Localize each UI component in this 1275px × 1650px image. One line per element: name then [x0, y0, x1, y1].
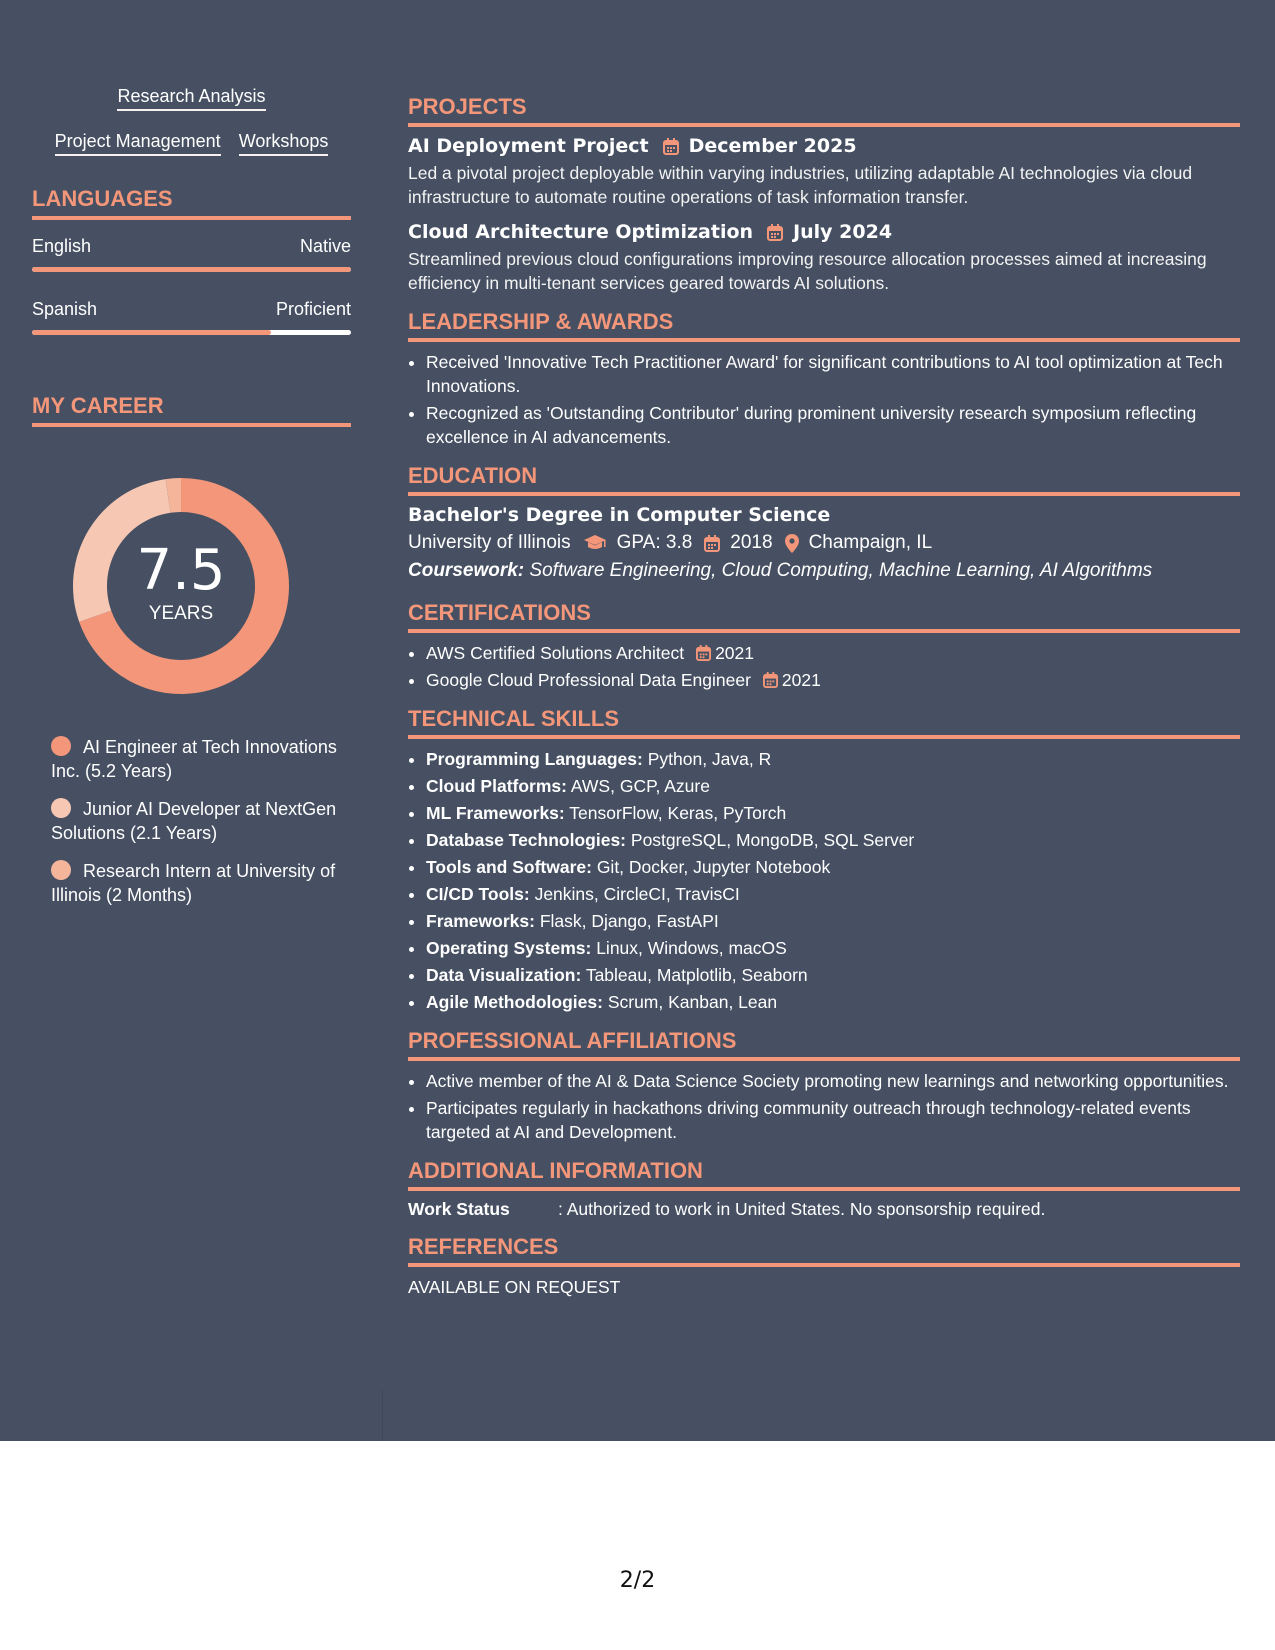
career-heading: MY CAREER — [32, 393, 351, 427]
language-bar — [32, 267, 351, 272]
language-name: English — [32, 236, 92, 256]
calendar-icon — [767, 224, 783, 241]
career-label: AI Engineer at Tech Innovations Inc. (5.2 Years) — [51, 737, 337, 781]
skill-values: PostgreSQL, MongoDB, SQL Server — [630, 830, 915, 850]
project-date: July 2024 — [793, 221, 893, 243]
skill-item — [426, 855, 1240, 879]
language-level: Proficient — [275, 299, 351, 319]
career-legend-item — [51, 859, 341, 907]
affiliations-list — [408, 1069, 1240, 1144]
skill-category: Frameworks: — [426, 911, 535, 931]
skill-category: CI/CD Tools: — [426, 884, 530, 904]
project-description: Led a pivotal project deployable within varying industries, utilizing adaptable AI technologies via cloud infrastructure to automate routine operations of task information transfer. — [408, 163, 1193, 207]
work-status-value: : Authorized to work in United States. No sponsorship required. — [558, 1199, 1046, 1219]
skill-item — [426, 801, 1240, 825]
career-label: Research Intern at University of Illinois (2 Months) — [51, 861, 336, 905]
skill-values: Tableau, Matplotlib, Seaborn — [585, 965, 808, 985]
gpa: GPA: 3.8 — [616, 532, 693, 553]
list-item: • Active member of the AI & Data Science Society promoting new learnings and networking opportunities. — [426, 1069, 1240, 1093]
project-description: Streamlined previous cloud configurations improving resource allocation processes aimed at increasing efficiency in multi-tenant services geared towards AI solutions. — [408, 249, 1207, 293]
language-item — [32, 236, 351, 272]
skill-tags — [32, 86, 351, 156]
skill-item — [426, 774, 1240, 798]
certification-item — [426, 641, 1240, 665]
skill-item — [426, 747, 1240, 771]
project-item — [408, 221, 1240, 295]
skill-item — [426, 936, 1240, 960]
language-name: Spanish — [32, 299, 98, 319]
legend-dot-icon — [51, 860, 71, 880]
calendar-icon — [763, 672, 778, 688]
skill-category: Agile Methodologies: — [426, 992, 603, 1012]
certification-name: • Google Cloud Professional Data Engineer — [426, 670, 751, 690]
calendar-icon — [663, 138, 679, 155]
skill-values: Linux, Windows, macOS — [596, 938, 787, 958]
work-status-label: Work Status — [408, 1199, 510, 1219]
languages-list — [32, 236, 351, 335]
language-level: Native — [299, 236, 351, 256]
career-unit: YEARS — [148, 603, 214, 624]
page-number: 2/2 — [619, 1568, 656, 1593]
career-legend-item — [51, 735, 341, 783]
career-donut-chart — [66, 471, 296, 701]
degree-title: Bachelor's Degree in Computer Science — [408, 504, 831, 526]
education-details — [408, 532, 1240, 554]
skill-category: Operating Systems: — [426, 938, 592, 958]
skill-category: Cloud Platforms: — [426, 776, 567, 796]
calendar-icon — [704, 535, 720, 552]
technical-skills-heading: TECHNICAL SKILLS — [408, 706, 1240, 739]
certification-item — [426, 668, 1240, 692]
skill-values: Jenkins, CircleCI, TravisCI — [534, 884, 740, 904]
skill-category: Programming Languages: — [426, 749, 643, 769]
legend-dot-icon — [51, 736, 71, 756]
project-date: December 2025 — [688, 135, 857, 157]
skill-values: AWS, GCP, Azure — [570, 776, 710, 796]
career-legend-item — [51, 797, 341, 845]
calendar-icon — [696, 645, 711, 661]
project-item — [408, 135, 1240, 209]
career-total-years: 7.5 — [136, 538, 226, 603]
skill-item — [426, 882, 1240, 906]
skill-item — [426, 828, 1240, 852]
skill-tag: Research Analysis — [117, 86, 265, 111]
skill-item — [426, 909, 1240, 933]
affiliations-heading: PROFESSIONAL AFFILIATIONS — [408, 1028, 1240, 1061]
skill-tag: Project Management — [55, 131, 221, 156]
certification-name: • AWS Certified Solutions Architect — [426, 643, 685, 663]
coursework — [408, 560, 1240, 582]
donut-center — [66, 538, 296, 625]
project-title: Cloud Architecture Optimization — [408, 221, 754, 243]
languages-heading: LANGUAGES — [32, 186, 351, 220]
skill-values: Scrum, Kanban, Lean — [607, 992, 778, 1012]
education-heading: EDUCATION — [408, 463, 1240, 496]
leadership-list — [408, 350, 1240, 449]
skill-values: TensorFlow, Keras, PyTorch — [569, 803, 787, 823]
project-title: AI Deployment Project — [408, 135, 649, 157]
language-bar-fill — [32, 267, 351, 272]
skill-category: Data Visualization: — [426, 965, 582, 985]
legend-dot-icon — [51, 798, 71, 818]
skill-category: Tools and Software: — [426, 857, 592, 877]
location-pin-icon — [785, 534, 799, 553]
tag-row — [32, 86, 351, 111]
school-name: University of Illinois — [408, 532, 571, 553]
certification-year: 2021 — [781, 670, 821, 690]
language-item — [32, 299, 351, 335]
graduation-cap-icon — [583, 534, 607, 552]
career-legend — [51, 735, 351, 907]
list-item: • Received 'Innovative Tech Practitioner Award' for significant contributions to AI tool optimization at Tech Innovations. — [426, 350, 1240, 398]
coursework-label: Coursework: — [408, 560, 525, 581]
skill-values: Flask, Django, FastAPI — [539, 911, 719, 931]
coursework-list: Software Engineering, Cloud Computing, Machine Learning, AI Algorithms — [529, 560, 1153, 581]
references-heading: REFERENCES — [408, 1234, 1240, 1267]
skill-item — [426, 990, 1240, 1014]
skill-values: Git, Docker, Jupyter Notebook — [596, 857, 831, 877]
school-location: Champaign, IL — [808, 532, 933, 553]
certifications-heading: CERTIFICATIONS — [408, 600, 1240, 633]
leadership-heading: LEADERSHIP & AWARDS — [408, 309, 1240, 342]
technical-skills-list — [408, 747, 1240, 1014]
work-status-row — [408, 1199, 1240, 1220]
tag-row — [32, 131, 351, 156]
career-label: Junior AI Developer at NextGen Solutions (2.1 Years) — [51, 799, 337, 843]
references-text: AVAILABLE ON REQUEST — [408, 1277, 621, 1297]
sidebar — [32, 86, 351, 921]
language-bar-fill — [32, 330, 271, 335]
language-bar — [32, 330, 351, 335]
skill-category: ML Frameworks: — [426, 803, 565, 823]
certifications-list — [408, 641, 1240, 692]
skill-tag: Workshops — [239, 131, 329, 156]
graduation-year: 2018 — [730, 532, 773, 553]
projects-heading: PROJECTS — [408, 94, 1240, 127]
certification-year: 2021 — [715, 643, 755, 663]
skill-category: Database Technologies: — [426, 830, 627, 850]
skill-values: Python, Java, R — [647, 749, 772, 769]
list-item: • Recognized as 'Outstanding Contributor' during prominent university research symposium reflecting excellence in AI advancements. — [426, 401, 1240, 449]
additional-info-heading: ADDITIONAL INFORMATION — [408, 1158, 1240, 1191]
main-content — [408, 94, 1240, 1298]
list-item: • Participates regularly in hackathons driving community outreach through technology-related events targeted at AI and Development. — [426, 1096, 1240, 1144]
skill-item — [426, 963, 1240, 987]
column-divider — [382, 1390, 383, 1441]
